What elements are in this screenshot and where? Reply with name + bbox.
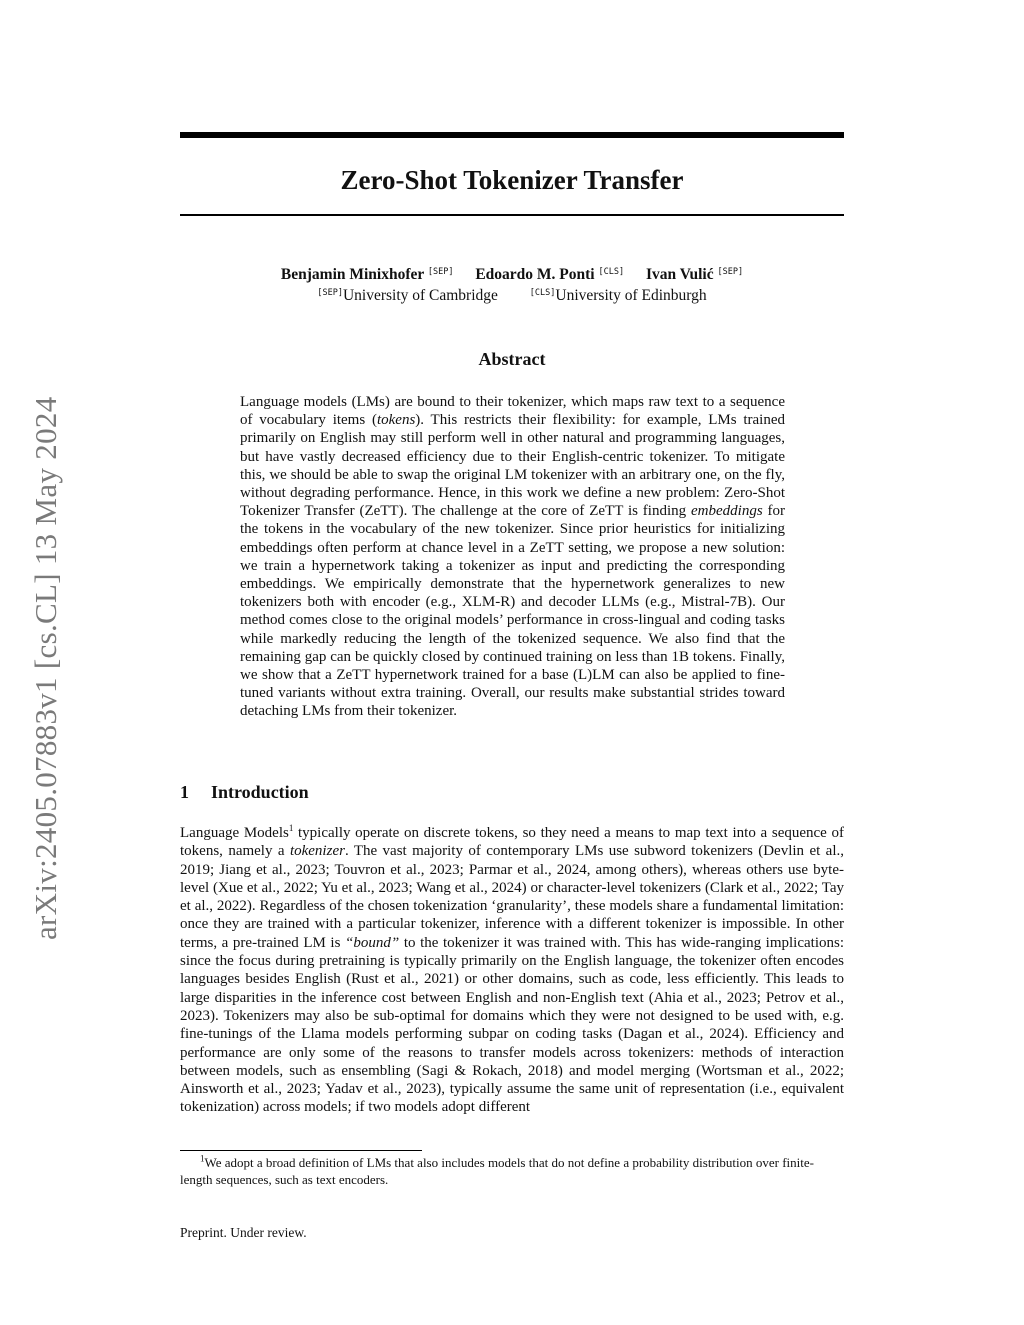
intro-part: to the tokenizer it was trained with. This has wide-ranging implications: since the focus during pretraining is typically primarily on the English language, the tokenizer often encodes languages besides English (Rust et al., 2021) or other domains, such as code, less efficiently. This leads to large disparities in the inference cost between English and non-English text (Ahia et al., 2023; Petrov et al., 2023). Tokenizers may also be sub-optimal for domains which they were not designed to be used with, e.g. fine-tunings of the Llama models performing subpar on coding tasks (Dagan et al., 2024). Efficiency and performance are only some of the reasons to transfer models across tokenizers: methods of interaction between models, such as ensembling (Sagi & Rokach, 2018) and model merging (Wortsman et al., 2022; Ainsworth et al., 2023; Yadav et al., 2023), typically assume the same unit of representation (i.e., equivalent tokenization) across models; if two models adopt different bbox=[180, 934, 845, 1116]
arxiv-identifier: arXiv:2405.07883v1 [cs.CL] 13 May 2024 bbox=[28, 396, 63, 940]
author-name: Ivan Vulić bbox=[645, 266, 714, 283]
footnote-text: We adopt a broad definition of LMs that also includes models that do not define a probability distribution over finite-length sequences, such as text encoders. bbox=[180, 1155, 814, 1187]
author-name: Benjamin Minixhofer bbox=[280, 266, 424, 283]
affiliation-mark: [CLS] bbox=[598, 267, 625, 277]
author-1 bbox=[281, 266, 454, 283]
footnote-divider bbox=[180, 1150, 422, 1151]
introduction-text bbox=[180, 824, 844, 1117]
preprint-notice: Preprint. Under review. bbox=[180, 1225, 307, 1240]
author-name: Edoardo M. Ponti bbox=[475, 266, 595, 283]
intro-emphasis: “bound” bbox=[345, 934, 400, 951]
abstract-emphasis: tokens bbox=[376, 412, 416, 429]
affiliation-mark: [SEP] bbox=[317, 288, 343, 298]
affiliation-name: University of Edinburgh bbox=[555, 287, 707, 304]
abstract-part: ). This restricts their flexibility: for example, LMs trained primarily on English may still perform well in other natural and programming languages, but have vastly decreased efficiency due to their English-centric tokenizer. To mitigate this, we should be able to swap the original LM tokenizer with an arbitrary one, on the fly, without degrading performance. Hence, in this work we define a new problem: Zero-Shot Tokenizer Transfer (ZeTT). The challenge at the core of ZeTT is finding bbox=[240, 412, 786, 520]
section-heading-introduction bbox=[180, 781, 844, 803]
intro-part: Language Models bbox=[180, 825, 289, 841]
intro-emphasis: tokenizer bbox=[289, 843, 345, 860]
affiliation-2 bbox=[530, 287, 707, 304]
section-number: 1 bbox=[180, 782, 189, 802]
abstract-text bbox=[240, 393, 785, 721]
footnote-ref: 1 bbox=[288, 823, 294, 833]
abstract-emphasis: embeddings bbox=[691, 503, 763, 520]
intro-part: typically operate on discrete tokens, so they need a means to map text into a sequence of tokens, namely a bbox=[180, 825, 844, 860]
author-2 bbox=[475, 266, 624, 283]
affiliation-name: University of Cambridge bbox=[342, 287, 498, 304]
paper-title: Zero-Shot Tokenizer Transfer bbox=[340, 165, 684, 195]
footnote-mark: 1 bbox=[200, 1153, 205, 1164]
intro-part: . The vast majority of contemporary LMs use subword tokenizers (Devlin et al., 2019; Jiang et al., 2023; Touvron et al., 2023; Parmar et al., 2024, among others), whereas others use byte-level (Xue et al., 2022; Yu et al., 2023; Wang et al., 2024) or character-level tokenizers (Clark et al., 2022; Tay et al., 2022). Regardless of the chosen tokenization ‘granularity’, these models share a fundamental limitation: once they are trained with a particular tokenizer, inference with a different tokenizer is impossible. In other terms, a pre-trained LM is bbox=[180, 843, 844, 951]
title-top-rule bbox=[180, 132, 844, 138]
affiliation-mark: [CLS] bbox=[529, 288, 556, 298]
section-title: Introduction bbox=[211, 782, 309, 802]
abstract-heading: Abstract bbox=[478, 349, 546, 369]
affiliation-mark: [SEP] bbox=[717, 267, 744, 277]
footnote bbox=[180, 1155, 844, 1188]
affiliation-1 bbox=[317, 287, 498, 304]
abstract-part: Language models (LMs) are bound to their tokenizer, which maps raw text to a sequence of vocabulary items ( bbox=[240, 394, 785, 429]
abstract-part: for the tokens in the vocabulary of the new tokenizer. Since prior heuristics for initializing embeddings often perform at chance level in a ZeTT setting, we propose a new solution: we train a hypernetwork taking a tokenizer as input and predicting the corresponding embeddings. We empirically demonstrate that the hypernetwork generalizes to new tokenizers both with encoder (e.g., XLM-R) and decoder LLMs (e.g., Mistral-7B). Our method comes close to the original models’ performance in cross-lingual and coding tasks while markedly reducing the length of the tokenized sequence. We also find that the remaining gap can be quickly closed by continued training on less than 1B tokens. Finally, we show that a ZeTT hypernetwork trained for a base (L)LM can also be applied to fine-tuned variants without extra training. Overall, our results make substantial strides toward detaching LMs from their tokenizer. bbox=[240, 503, 785, 720]
affiliation-mark: [SEP] bbox=[427, 267, 454, 277]
author-list bbox=[180, 262, 844, 285]
author-3 bbox=[646, 266, 743, 283]
title-bottom-rule bbox=[180, 214, 844, 216]
affiliation-list bbox=[180, 283, 844, 306]
